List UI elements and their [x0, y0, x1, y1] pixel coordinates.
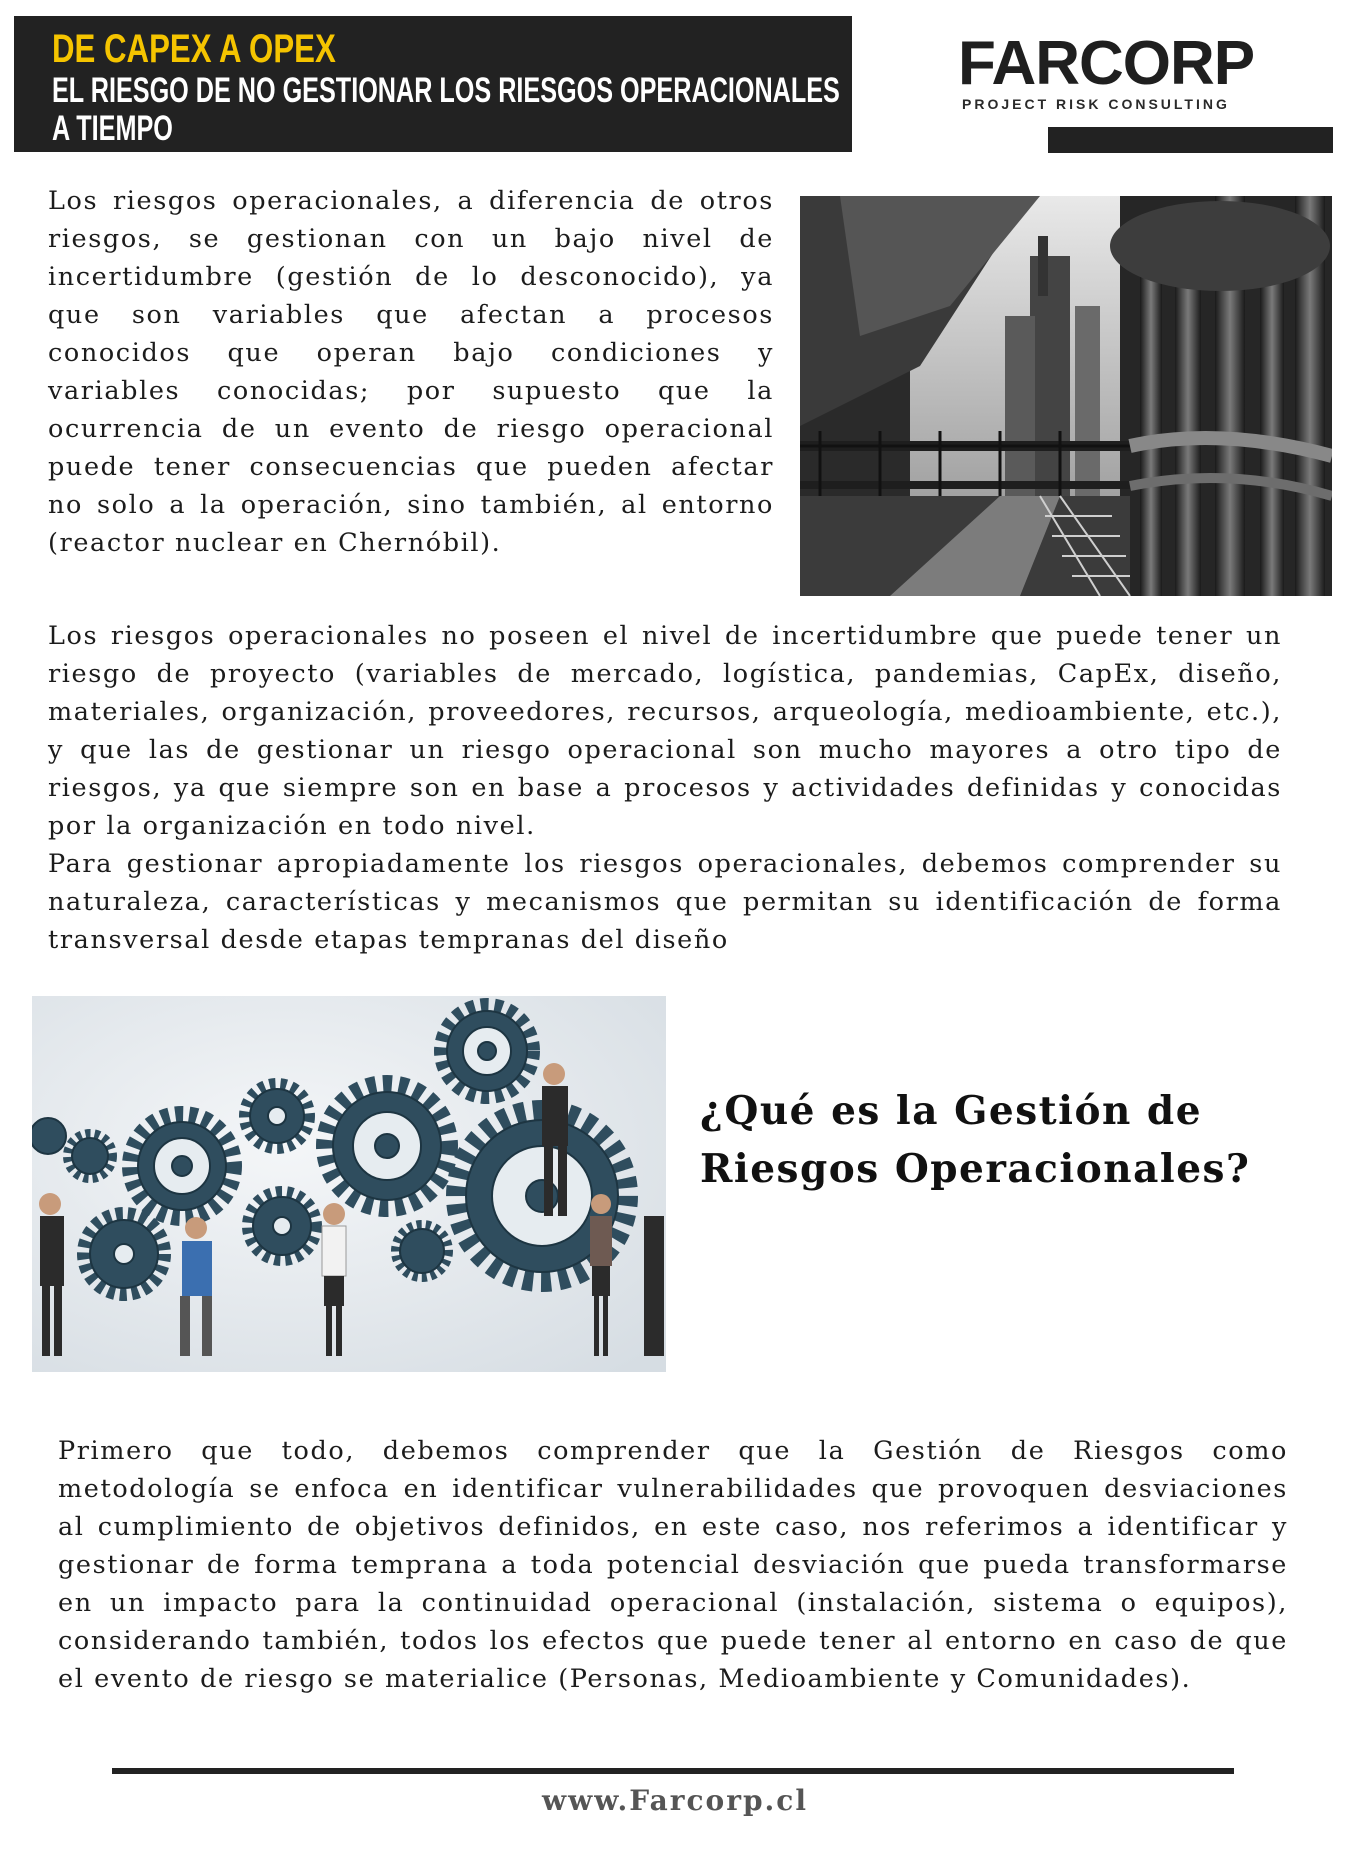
management-approach-paragraph: Para gestionar apropiadamente los riesgos operacionales, debemos comprender su naturaleza, características y mecanismos que permitan su identificación de forma transversal desde etapas tempranas del diseño [48, 849, 1282, 955]
gears-teamwork-image [32, 996, 666, 1372]
section-heading: ¿Qué es la Gestión de Riesgos Operacionales? [700, 1088, 1251, 1192]
footer-divider [112, 1768, 1234, 1774]
title-subtitle-line2: A TIEMPO [52, 109, 173, 148]
farcorp-logo [958, 29, 1278, 112]
footer-url: www.Farcorp.cl [542, 1784, 808, 1817]
logo-tagline: PROJECT RISK CONSULTING [962, 96, 1230, 112]
risk-comparison-paragraph: Los riesgos operacionales no poseen el nivel de incertidumbre que puede tener un riesgo de proyecto (variables de mercado, logística, pandemias, CapEx, diseño, materiales, organización, proveedores, recursos, arqueología, medioambiente, etc.), y que las de gestionar un riesgo operacional son mucho mayores a otro tipo de riesgos, ya que siempre son en base a procesos y actividades definidas y conocidas por la organización en todo nivel. [48, 621, 1282, 841]
logo-brand: FARCORP [958, 29, 1255, 98]
industrial-plant-image [800, 196, 1332, 596]
definition-paragraph: Primero que todo, debemos comprender que la Gestión de Riesgos como metodología se enfoca en identificar vulnerabilidades que provoquen desviaciones al cumplimiento de objetivos definidos, en este caso, nos referimos a identificar y gestionar de forma temprana a toda potencial desviación que pueda transformarse en un impacto para la continuidad operacional (instalación, sistema o equipos), considerando también, todos los efectos que puede tener al entorno en caso de que el evento de riesgo se materialice (Personas, Medioambiente y Comunidades). [58, 1436, 1288, 1694]
title-main: DE CAPEX A OPEX [52, 27, 336, 71]
title-banner [14, 16, 852, 152]
title-subtitle-line1: EL RIESGO DE NO GESTIONAR LOS RIESGOS OPERACIONALES [52, 71, 840, 110]
intro-paragraph: Los riesgos operacionales, a diferencia de otros riesgos, se gestionan con un bajo nivel de incertidumbre (gestión de lo desconocido), ya que son variables que afectan a procesos conocidos que operan bajo condiciones y variables conocidas; por supuesto que la ocurrencia de un evento de riesgo operacional puede tener consecuencias que pueden afectar no solo a la operación, sino también, al entorno (reactor nuclear en Chernóbil). [48, 186, 774, 558]
logo-underline-bar [1048, 127, 1333, 153]
